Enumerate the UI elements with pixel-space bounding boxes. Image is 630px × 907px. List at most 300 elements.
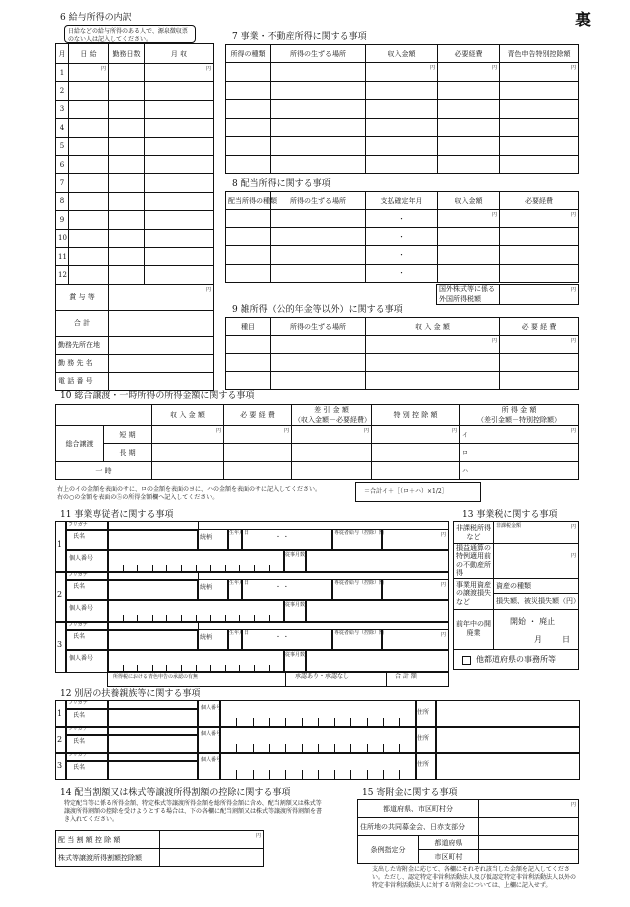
table-cell[interactable]: 円	[366, 336, 500, 354]
table-cell[interactable]	[271, 228, 366, 246]
dependent-row	[55, 726, 578, 752]
employee-row	[55, 521, 447, 571]
table-cell[interactable]	[438, 246, 500, 264]
months-label: 従事月数	[285, 602, 306, 608]
s10-col-income: 収 入 金 額	[152, 405, 224, 426]
table-cell[interactable]: 円	[500, 63, 579, 82]
mynumber-field[interactable]	[219, 700, 417, 728]
work-days-field[interactable]	[109, 229, 145, 247]
work-days-field[interactable]	[109, 155, 145, 173]
s10-long-expense[interactable]	[224, 444, 292, 462]
table-cell[interactable]	[226, 210, 271, 228]
mynumber-label: 個人番号	[201, 731, 222, 737]
daily-wage-field[interactable]	[69, 174, 109, 192]
table-cell[interactable]	[366, 118, 438, 137]
family-employee-block	[55, 521, 447, 684]
s15-row3-label: 条例指定分	[358, 836, 419, 864]
dependent-row	[55, 700, 578, 726]
workplace-name-label: 勤 務 先 名	[56, 354, 109, 372]
dependent-index: 2	[57, 735, 63, 744]
name-field[interactable]	[107, 708, 199, 728]
s10-short-deduct[interactable]: 円	[372, 426, 460, 444]
section-9-title: 9 雑所得（公的年金等以外）に関する事項	[232, 305, 403, 315]
name-cell	[65, 708, 109, 728]
table-cell[interactable]	[500, 228, 579, 246]
mynumber-label: 個人番号	[69, 605, 94, 612]
table-cell[interactable]	[366, 137, 438, 156]
monthly-income-field[interactable]	[145, 155, 214, 173]
amount-field[interactable]: 円	[381, 579, 449, 601]
s15-pref-label: 都道府県	[419, 836, 479, 850]
name-field[interactable]	[107, 760, 199, 780]
s9-col-place: 所得の生ずる場所	[271, 318, 366, 336]
s7-col-income: 収入金額	[366, 45, 438, 63]
birth-label: 生年月日	[229, 630, 250, 636]
name-cell	[65, 734, 109, 754]
approval-text: 承認あり・承認なし	[295, 673, 350, 680]
work-days-field[interactable]	[109, 82, 145, 100]
s7-col-blue: 青色申告特別控除額	[500, 45, 579, 63]
s10-corner	[56, 405, 152, 426]
relation-label: 続柄	[200, 534, 213, 541]
mynumber-label: 個人番号	[201, 757, 222, 763]
name-cell	[65, 760, 109, 780]
relation-label: 続柄	[200, 634, 213, 641]
birth-dots: ・ ・	[275, 634, 289, 641]
table-cell[interactable]	[366, 372, 500, 390]
section-14-title: 14 配当割額又は株式等譲渡所得割額の控除に関する事項	[60, 788, 291, 798]
s13-loss[interactable]: 損失額、被災損失額（円）	[494, 593, 579, 609]
s8-col-type: 配当所得の種類	[226, 192, 271, 210]
table-cell[interactable]	[271, 264, 366, 282]
s10-note-2: 右の○の金額を表面の⑤の所得金額欄へ記入してください。	[57, 494, 219, 501]
work-days-field[interactable]	[109, 211, 145, 229]
table-cell[interactable]: 円	[500, 210, 579, 228]
dependent-index: 3	[57, 761, 63, 770]
s10-col-deduction: 特 別 控 除 額	[372, 405, 460, 426]
table-cell[interactable]	[271, 81, 366, 100]
phone-label: 電 話 番 号	[56, 372, 109, 390]
table-cell[interactable]	[500, 155, 579, 174]
col-month: 月	[56, 44, 69, 64]
table-cell[interactable]	[271, 118, 366, 137]
work-days-field[interactable]	[109, 119, 145, 137]
table-cell[interactable]	[226, 137, 271, 156]
s13-startend-field[interactable]: 開始 ・ 廃止 月 日	[494, 609, 579, 649]
section-13-title: 13 事業税に関する事項	[462, 510, 558, 520]
month-label: 12	[56, 266, 69, 284]
s15-pref-field[interactable]	[479, 836, 579, 850]
birth-dots: ・ ・	[275, 534, 289, 541]
monthly-income-field[interactable]	[145, 229, 214, 247]
s14-row1-field[interactable]: 円	[160, 831, 264, 849]
daily-wage-field[interactable]: 円	[69, 64, 109, 82]
mynumber-field[interactable]	[107, 649, 285, 673]
digit-tick	[383, 770, 384, 779]
table-cell[interactable]	[226, 246, 271, 264]
monthly-income-field[interactable]	[145, 82, 214, 100]
table-cell[interactable]	[500, 100, 579, 119]
birth-dots: ・ ・	[275, 584, 289, 591]
digit-tick	[318, 770, 319, 779]
month-label: 7	[56, 174, 69, 192]
daily-wage-field[interactable]	[69, 229, 109, 247]
total-field[interactable]	[109, 310, 214, 336]
daily-wage-field[interactable]	[69, 192, 109, 210]
s14-row2-label: 株式等譲渡所得割額控除額	[56, 849, 160, 867]
section-6-note-box	[64, 25, 196, 43]
table-cell[interactable]	[438, 228, 500, 246]
form-side-mark: 裏	[575, 10, 592, 29]
monthly-income-field[interactable]	[145, 174, 214, 192]
month-label: 9	[56, 211, 69, 229]
s10-short-income[interactable]: 円	[152, 426, 224, 444]
total-label: 合 計	[56, 310, 109, 336]
table-cell[interactable]: ・	[366, 210, 438, 228]
s10-ichiji-expense[interactable]	[224, 462, 292, 480]
workplace-addr-label: 勤務先所在地	[56, 336, 109, 354]
work-days-field[interactable]	[109, 174, 145, 192]
employee-index: 3	[57, 640, 63, 649]
s10-result-ha[interactable]: ハ	[460, 462, 579, 480]
workplace-name-field[interactable]	[109, 354, 214, 372]
mynumber-field[interactable]	[107, 599, 285, 623]
business-income-table	[225, 44, 579, 174]
address-field[interactable]	[435, 752, 580, 780]
monthly-income-field[interactable]	[145, 266, 214, 284]
monthly-income-field[interactable]: 円	[145, 64, 214, 82]
digit-tick	[285, 770, 286, 779]
total-label: 合 計 額	[395, 673, 417, 680]
s7-col-expense: 必要経費	[438, 45, 500, 63]
months-label: 従事月数	[285, 652, 306, 658]
employee-footer	[55, 671, 447, 685]
birth-label: 生年月日	[229, 530, 250, 536]
s9-col-expense: 必 要 経 費	[500, 318, 579, 336]
col-daily: 日 給	[69, 44, 109, 64]
section-7-title: 7 事業・不動産所得に関する事項	[232, 32, 367, 42]
name-cell	[65, 529, 109, 551]
table-cell[interactable]	[271, 100, 366, 119]
s8-col-date: 支払確定年月	[366, 192, 438, 210]
blue-approval-note: 所得税における青色申告の承認の有無	[113, 674, 199, 680]
address-field[interactable]	[435, 700, 580, 728]
section-8-title: 8 配当所得に関する事項	[232, 179, 331, 189]
table-cell[interactable]	[438, 155, 500, 174]
table-cell[interactable]	[271, 155, 366, 174]
s10-long-diff[interactable]	[292, 444, 372, 462]
table-cell[interactable]	[366, 354, 500, 372]
work-days-field[interactable]	[109, 100, 145, 118]
dividend-deduction-table	[55, 830, 264, 867]
daily-wage-field[interactable]	[69, 119, 109, 137]
s10-result-ro[interactable]: ロ	[460, 444, 579, 462]
table-cell[interactable]	[500, 81, 579, 100]
table-cell[interactable]	[226, 264, 271, 282]
section-10-title: 10 総合譲渡・一時所得の所得金額に関する事項	[60, 391, 255, 401]
s7-col-type: 所得の種類	[226, 45, 271, 63]
s13-nontaxable-field[interactable]: 非課税金額 円	[494, 522, 579, 544]
mynumber-label: 個人番号	[69, 555, 94, 562]
name-label: 氏名	[73, 633, 86, 640]
table-cell[interactable]: ・	[366, 228, 438, 246]
table-cell[interactable]	[226, 155, 271, 174]
name-field[interactable]	[107, 629, 199, 651]
foreign-tax-table	[436, 284, 579, 305]
digit-tick	[302, 770, 303, 779]
s7-col-place: 所得の生ずる場所	[271, 45, 366, 63]
mynumber-field[interactable]	[219, 726, 417, 754]
amount-label: 専従者給与（控除）額	[334, 530, 385, 536]
s13-transfer-label: 事業用資産の譲渡損失など	[454, 578, 494, 609]
table-cell[interactable]	[500, 246, 579, 264]
daily-wage-field[interactable]	[69, 266, 109, 284]
s15-city-field[interactable]	[479, 850, 579, 864]
daily-wage-field[interactable]	[69, 155, 109, 173]
s10-col-expense: 必 要 経 費	[224, 405, 292, 426]
furigana-label: フリガナ	[68, 622, 88, 628]
section-12-title: 12 別居の扶養親族等に関する事項	[60, 689, 201, 699]
table-cell[interactable]	[271, 372, 366, 390]
s13-realestate-field[interactable]: 円	[494, 544, 579, 579]
digit-tick	[334, 770, 335, 779]
furigana-label: フリガナ	[68, 726, 88, 732]
table-cell[interactable]: 円	[366, 63, 438, 82]
s13-realestate-label: 損益通算の特例適用前の不動産所得	[454, 544, 494, 579]
foreign-tax-field[interactable]: 円	[500, 285, 579, 305]
s10-formula-box	[355, 482, 481, 502]
s10-result-i[interactable]: イ 円	[460, 426, 579, 444]
month-label: 3	[56, 100, 69, 118]
s15-row2-field[interactable]	[479, 818, 579, 836]
table-cell[interactable]	[226, 372, 271, 390]
s10-row-long: 長 期	[104, 444, 152, 462]
monthly-income-field[interactable]	[145, 211, 214, 229]
table-cell[interactable]	[226, 354, 271, 372]
table-cell[interactable]	[366, 100, 438, 119]
monthly-income-field[interactable]	[145, 100, 214, 118]
name-label: 氏名	[73, 764, 86, 771]
table-cell[interactable]	[438, 264, 500, 282]
table-cell[interactable]: ・	[366, 264, 438, 282]
daily-wage-field[interactable]	[69, 211, 109, 229]
table-cell[interactable]	[271, 63, 366, 82]
section-6-note: 日給などの給与所得のある人で、源泉徴収票のない人は記入してください。	[68, 28, 188, 44]
months-field[interactable]	[305, 649, 449, 673]
s14-row1-label: 配 当 割 額 控 除 額	[56, 831, 160, 849]
daily-wage-field[interactable]	[69, 100, 109, 118]
daily-wage-field[interactable]	[69, 247, 109, 265]
month-label: 8	[56, 192, 69, 210]
bonus-label: 賞 与 等	[56, 284, 109, 310]
furigana-label: フリガナ	[68, 752, 88, 758]
dividend-table	[225, 191, 579, 283]
table-cell[interactable]	[226, 228, 271, 246]
transfer-income-table	[55, 404, 579, 480]
s13-other-pref[interactable]: 他都道府県の事務所等	[454, 649, 579, 669]
work-days-field[interactable]	[109, 192, 145, 210]
amount-label: 専従者給与（控除）額	[334, 630, 385, 636]
s9-col-item: 種目	[226, 318, 271, 336]
s15-row1-label: 都道府県、市区町村分	[358, 800, 479, 818]
s10-col-result: 所 得 金 額 （差引金額－特別控除額）	[460, 405, 579, 426]
table-cell[interactable]: ・	[366, 246, 438, 264]
s10-col-diff: 差 引 金 額 （収入金額－必要経費）	[292, 405, 372, 426]
section-6-title: 6 給与所得の内訳	[60, 13, 132, 23]
birth-label: 生年月日	[229, 580, 250, 586]
name-cell	[65, 629, 109, 651]
foreign-tax-label: 国外株式等に係る外国所得税額	[437, 285, 500, 305]
work-days-field[interactable]	[109, 137, 145, 155]
name-field[interactable]	[107, 529, 199, 551]
months-field[interactable]	[305, 599, 449, 623]
digit-tick	[350, 770, 351, 779]
phone-field[interactable]	[109, 372, 214, 390]
table-cell[interactable]: 円	[438, 210, 500, 228]
s10-ichiji-diff[interactable]	[292, 462, 372, 480]
s13-nontaxable-label: 非課税所得など	[454, 522, 494, 544]
month-label: 4	[56, 119, 69, 137]
employee-index: 2	[57, 590, 63, 599]
other-pref-checkbox[interactable]	[462, 656, 471, 665]
table-cell[interactable]	[226, 336, 271, 354]
table-cell[interactable]	[438, 81, 500, 100]
s15-note: 支出した寄附金に応じて、各欄にそれぞれ該当した金額を記入してください。ただし、認定特定非営利活動法人及び仮認定特定非営利活動法人以外の特定非営利活動法人に対する寄附金については、上欄に記入せず。	[372, 866, 577, 890]
dependent-block	[55, 700, 578, 778]
s13-asset-type[interactable]: 資産の種類	[494, 578, 579, 593]
address-label: 住所	[417, 709, 430, 716]
section-11-title: 11 事業専従者に関する事項	[60, 510, 174, 520]
s10-ichiji-deduct[interactable]	[372, 462, 460, 480]
s10-long-deduct[interactable]	[372, 444, 460, 462]
s8-col-expense: 必要経費	[500, 192, 579, 210]
table-cell[interactable]	[500, 372, 579, 390]
business-tax-table	[453, 521, 579, 670]
address-field[interactable]	[435, 726, 580, 754]
name-cell	[65, 579, 109, 601]
col-days: 勤務日数	[109, 44, 145, 64]
section-15-title: 15 寄附金に関する事項	[362, 788, 458, 798]
month-label: 1	[56, 64, 69, 82]
table-cell[interactable]: 円	[500, 336, 579, 354]
s10-short-expense[interactable]: 円	[224, 426, 292, 444]
dependent-index: 1	[57, 709, 63, 718]
table-cell[interactable]	[271, 336, 366, 354]
table-cell[interactable]	[226, 81, 271, 100]
employee-row	[55, 571, 447, 621]
amount-field[interactable]: 円	[381, 529, 449, 551]
month-label: 6	[56, 155, 69, 173]
name-label: 氏名	[73, 583, 86, 590]
month-label: 2	[56, 82, 69, 100]
table-cell[interactable]	[366, 155, 438, 174]
name-field[interactable]	[107, 734, 199, 754]
daily-wage-field[interactable]	[69, 137, 109, 155]
daily-wage-field[interactable]	[69, 82, 109, 100]
table-cell[interactable]	[271, 354, 366, 372]
s10-long-income[interactable]	[152, 444, 224, 462]
s10-short-diff[interactable]: 円	[292, 426, 372, 444]
table-cell[interactable]	[366, 81, 438, 100]
digit-tick	[367, 770, 368, 779]
s14-note: 特定配当等に係る所得金額、特定株式等譲渡所得金額を総所得金額に含め、配当割額又は株式等譲渡所得割額の控除を受けようとする場合は、下の各欄に配当割額又は株式等譲渡所得割額を書き入れてください。	[64, 800, 323, 824]
s10-ichiji-income[interactable]	[152, 462, 224, 480]
table-cell[interactable]	[500, 118, 579, 137]
table-cell[interactable]	[438, 118, 500, 137]
amount-label: 専従者給与（控除）額	[334, 580, 385, 586]
donation-table	[357, 799, 579, 864]
name-label: 氏名	[73, 533, 86, 540]
s14-row2-field[interactable]	[160, 849, 264, 867]
table-cell[interactable]	[438, 137, 500, 156]
mynumber-field[interactable]	[107, 549, 285, 573]
employee-index: 1	[57, 540, 63, 549]
table-cell[interactable]	[226, 63, 271, 82]
work-days-field[interactable]	[109, 266, 145, 284]
s10-formula: ＝合計イ＋［（ロ＋ハ）×1/2］	[364, 488, 448, 495]
month-label: 10	[56, 229, 69, 247]
table-cell[interactable]	[500, 137, 579, 156]
monthly-income-field[interactable]	[145, 137, 214, 155]
dependent-row	[55, 752, 578, 778]
table-cell[interactable]	[271, 137, 366, 156]
mynumber-label: 個人番号	[69, 655, 94, 662]
salary-table	[55, 43, 214, 391]
table-cell[interactable]	[438, 100, 500, 119]
s10-row-ichiji: 一 時	[56, 462, 152, 480]
s15-row1-field[interactable]: 円	[479, 800, 579, 818]
mynumber-field[interactable]	[219, 752, 417, 780]
amount-field[interactable]: 円	[381, 629, 449, 651]
table-cell[interactable]	[500, 264, 579, 282]
name-field[interactable]	[107, 579, 199, 601]
monthly-income-field[interactable]	[145, 119, 214, 137]
digit-tick	[269, 770, 270, 779]
monthly-income-field[interactable]	[145, 192, 214, 210]
table-cell[interactable]	[500, 354, 579, 372]
month-label: 11	[56, 247, 69, 265]
table-cell[interactable]	[226, 100, 271, 119]
relation-label: 続柄	[200, 584, 213, 591]
s13-startend-label: 前年中の開廃業	[454, 609, 494, 649]
s10-note-1: 右上のイの金額を表面のサに、ロの金額を表面のヨに、ハの金額を表面のサに記入してください。	[57, 486, 322, 493]
table-cell[interactable]	[226, 118, 271, 137]
months-field[interactable]	[305, 549, 449, 573]
address-label: 住所	[417, 735, 430, 742]
month-label: 5	[56, 137, 69, 155]
s8-col-place: 所得の生ずる場所	[271, 192, 366, 210]
s8-col-income: 収入金額	[438, 192, 500, 210]
workplace-addr-field[interactable]	[109, 336, 214, 354]
s10-row-sougou: 総合譲渡	[56, 426, 104, 462]
misc-income-table	[225, 317, 579, 390]
s15-city-label: 市区町村	[419, 850, 479, 864]
monthly-income-field[interactable]	[145, 247, 214, 265]
s15-row2-label: 住所地の共同募金会、日赤支部分	[358, 818, 479, 836]
furigana-label: フリガナ	[68, 572, 88, 578]
mynumber-label: 個人番号	[201, 705, 222, 711]
table-cell[interactable]	[271, 246, 366, 264]
table-cell[interactable]	[271, 210, 366, 228]
work-days-field[interactable]	[109, 64, 145, 82]
months-label: 従事月数	[285, 552, 306, 558]
table-cell[interactable]: 円	[438, 63, 500, 82]
name-label: 氏名	[73, 738, 86, 745]
bonus-field[interactable]: 円	[109, 284, 214, 310]
s9-col-income: 収 入 金 額	[366, 318, 500, 336]
work-days-field[interactable]	[109, 247, 145, 265]
address-label: 住所	[417, 761, 430, 768]
